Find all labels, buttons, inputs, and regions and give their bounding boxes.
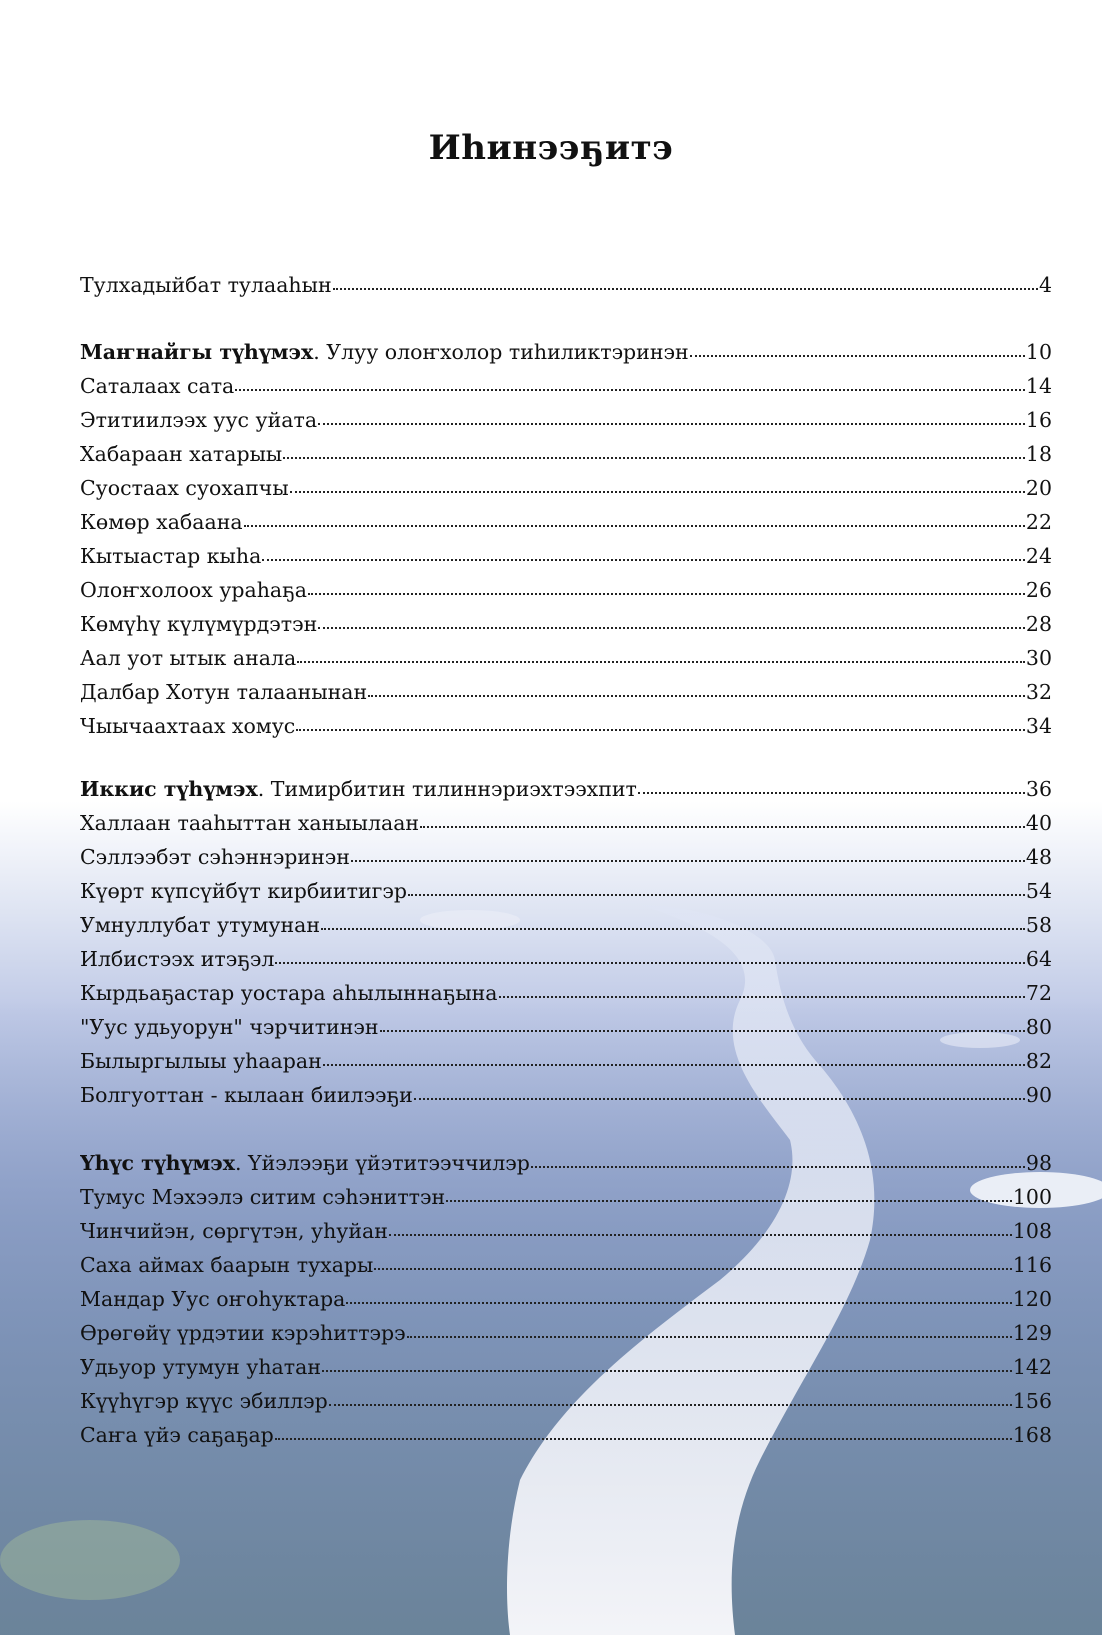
toc-entry[interactable] — [80, 505, 1052, 539]
toc-entry-label: Олоҥхолоох ураhаҕа — [80, 578, 307, 602]
toc-entry[interactable] — [80, 1044, 1052, 1078]
toc-entry[interactable] — [80, 539, 1052, 573]
toc-entry[interactable] — [80, 1180, 1052, 1214]
dot-leader — [297, 661, 1025, 663]
toc-entry[interactable] — [80, 1282, 1052, 1316]
toc-entry-label: Удьуор утумун уhатан — [80, 1355, 322, 1379]
toc-entry-label: Илбистээх итэҕэл — [80, 947, 275, 971]
section-title: . Улуу олоҥхолор тиhиликтэринэн — [313, 340, 689, 364]
toc-entry[interactable] — [80, 369, 1052, 403]
toc-entry-page: 168 — [1012, 1423, 1052, 1447]
dot-leader — [389, 1234, 1012, 1236]
toc-entry-intro[interactable] — [80, 268, 1052, 302]
toc-entry-page: 16 — [1025, 408, 1052, 432]
dot-leader — [275, 962, 1025, 964]
section-gap — [80, 302, 1052, 335]
dot-leader — [380, 1030, 1025, 1032]
toc-entry-page: 30 — [1025, 646, 1052, 670]
toc-entry-page: 32 — [1025, 680, 1052, 704]
dot-leader — [407, 1336, 1012, 1338]
toc-entry-page: 36 — [1025, 777, 1052, 801]
toc-entry-label: Сэллээбэт сэhэннэринэн — [80, 845, 350, 869]
toc-entry-label: Көмүhү күлүмүрдэтэн — [80, 612, 318, 636]
section-lead: Иккис түhүмэх — [80, 777, 258, 801]
toc-entry-label: Кырдьаҕастар уостара аhылыннаҕына — [80, 981, 498, 1005]
toc-entry-label: Күөрт күпсүйбүт кирбиитигэр — [80, 879, 407, 903]
toc-entry-label: Саха аймах баарын тухары — [80, 1253, 374, 1277]
section-lead: Маҥнайгы түhүмэх — [80, 340, 314, 364]
section-gap — [80, 743, 1052, 772]
toc-entry-label: Мандар Уус оҥоhуктара — [80, 1287, 346, 1311]
toc-section-heading[interactable] — [80, 1146, 1052, 1180]
dot-leader — [290, 491, 1025, 493]
toc-entry-page: 82 — [1025, 1049, 1052, 1073]
toc-entry[interactable] — [80, 607, 1052, 641]
toc-entry-page: 116 — [1012, 1253, 1052, 1277]
toc-entry[interactable] — [80, 675, 1052, 709]
toc-entry-label: Умнуллубат утумунан — [80, 913, 321, 937]
toc-entry[interactable] — [80, 976, 1052, 1010]
toc-entry[interactable] — [80, 403, 1052, 437]
toc-entry-label: Чинчийэн, сөргүтэн, уhуйан — [80, 1219, 388, 1243]
dot-leader — [374, 1268, 1011, 1270]
toc-entry-label: Суостаах суохапчы — [80, 476, 289, 500]
toc-entry-page: 48 — [1025, 845, 1052, 869]
toc-entry[interactable] — [80, 1078, 1052, 1112]
toc-entry-label: Кытыастар кыhа — [80, 544, 262, 568]
dot-leader — [318, 627, 1025, 629]
dot-leader — [322, 1370, 1012, 1372]
toc-entry[interactable] — [80, 874, 1052, 908]
toc-entry-page: 54 — [1025, 879, 1052, 903]
dot-leader — [446, 1200, 1012, 1202]
section-title: . Үйэлээҕи үйэтитээччилэр — [235, 1151, 530, 1175]
toc-entry-page: 4 — [1038, 273, 1052, 297]
dot-leader — [690, 355, 1025, 357]
toc-entry-page: 90 — [1025, 1083, 1052, 1107]
toc-entry-label: Тумус Мэхээлэ ситим сэhэниттэн — [80, 1185, 446, 1209]
toc-entry[interactable] — [80, 471, 1052, 505]
toc-entry[interactable] — [80, 1350, 1052, 1384]
toc-entry[interactable] — [80, 1316, 1052, 1350]
toc-entry-page: 26 — [1025, 578, 1052, 602]
toc-entry-label: Чыычаахтаах хомус — [80, 714, 296, 738]
dot-leader — [283, 457, 1025, 459]
dot-leader — [323, 1064, 1025, 1066]
toc-entry-label: Өрөгөйү үрдэтии кэрэhиттэрэ — [80, 1321, 406, 1345]
toc-entry[interactable] — [80, 1010, 1052, 1044]
dot-leader — [318, 423, 1025, 425]
toc-entry[interactable] — [80, 573, 1052, 607]
toc-entry-page: 58 — [1025, 913, 1052, 937]
dot-leader — [351, 860, 1025, 862]
toc-entry[interactable] — [80, 942, 1052, 976]
toc-entry-page: 34 — [1025, 714, 1052, 738]
dot-leader — [499, 996, 1025, 998]
toc-entry-label: Этитиилээх уус уйата — [80, 408, 318, 432]
dot-leader — [333, 288, 1038, 290]
toc-entry-label: Болгуоттан - кылаан биилээҕи — [80, 1083, 413, 1107]
toc-entry[interactable] — [80, 806, 1052, 840]
section-gap — [80, 1112, 1052, 1146]
toc-entry-page: 24 — [1025, 544, 1052, 568]
toc-entry[interactable] — [80, 641, 1052, 675]
dot-leader — [275, 1438, 1012, 1440]
toc-entry[interactable] — [80, 1418, 1052, 1452]
dot-leader — [414, 1098, 1025, 1100]
toc-entry-label: Көмөр хабаана — [80, 510, 243, 534]
section-lead: Үhүс түhүмэх — [80, 1151, 236, 1175]
toc-section-heading[interactable] — [80, 772, 1052, 806]
dot-leader — [262, 559, 1025, 561]
dot-leader — [296, 729, 1025, 731]
toc-entry-page: 156 — [1012, 1389, 1052, 1413]
toc-section-heading[interactable] — [80, 335, 1052, 369]
dot-leader — [408, 894, 1025, 896]
toc-entry-page: 108 — [1012, 1219, 1052, 1243]
toc-entry-page: 72 — [1025, 981, 1052, 1005]
toc-entry-page: 98 — [1025, 1151, 1052, 1175]
toc-entry-page: 20 — [1025, 476, 1052, 500]
page-title: Иhинээҕитэ — [428, 128, 674, 168]
toc-entry-page: 10 — [1025, 340, 1052, 364]
dot-leader — [321, 928, 1025, 930]
toc-entry[interactable] — [80, 437, 1052, 471]
toc-entry-page: 120 — [1012, 1287, 1052, 1311]
toc-entry-label: "Уус удьуорун" чэрчитинэн — [80, 1015, 379, 1039]
toc-entry-page: 64 — [1025, 947, 1052, 971]
dot-leader — [531, 1166, 1025, 1168]
dot-leader — [235, 389, 1025, 391]
toc-entry-label: Саҥа үйэ саҕаҕар — [80, 1423, 274, 1447]
dot-leader — [346, 1302, 1011, 1304]
toc-entry-page: 14 — [1025, 374, 1052, 398]
dot-leader — [638, 792, 1025, 794]
toc-entry-label: Тулхадыйбат тулааhын — [80, 273, 332, 297]
toc-entry-label: Саталаах сата — [80, 374, 235, 398]
dot-leader — [368, 695, 1025, 697]
toc-entry[interactable] — [80, 1214, 1052, 1248]
dot-leader — [420, 826, 1025, 828]
section-title: . Тимирбитин тилиннэриэхтээхпит — [257, 777, 637, 801]
toc-entry[interactable] — [80, 908, 1052, 942]
toc-entry[interactable] — [80, 1248, 1052, 1282]
toc-entry-page: 100 — [1012, 1185, 1052, 1209]
toc-entry-page: 129 — [1012, 1321, 1052, 1345]
toc-entry-label: Күүhүгэр күүс эбиллэр — [80, 1389, 328, 1413]
toc-entry-page: 80 — [1025, 1015, 1052, 1039]
dot-leader — [244, 525, 1025, 527]
toc-entry-label: Халлаан тааhыттан ханыылаан — [80, 811, 420, 835]
dot-leader — [308, 593, 1025, 595]
toc-entry-label: Хабараан хатарыы — [80, 442, 283, 466]
toc-entry-label: Аал уот ытык анала — [80, 646, 297, 670]
dot-leader — [329, 1404, 1012, 1406]
toc-entry-page: 142 — [1012, 1355, 1052, 1379]
toc-entry-label: Былыргылыы уhааран — [80, 1049, 322, 1073]
toc-entry-page: 18 — [1025, 442, 1052, 466]
toc-entry[interactable] — [80, 709, 1052, 743]
table-of-contents — [80, 268, 1052, 1452]
toc-entry-label: Далбар Хотун талаанынан — [80, 680, 368, 704]
toc-entry[interactable] — [80, 1384, 1052, 1418]
toc-entry-page: 28 — [1025, 612, 1052, 636]
toc-entry[interactable] — [80, 840, 1052, 874]
toc-entry-page: 22 — [1025, 510, 1052, 534]
toc-entry-page: 40 — [1025, 811, 1052, 835]
